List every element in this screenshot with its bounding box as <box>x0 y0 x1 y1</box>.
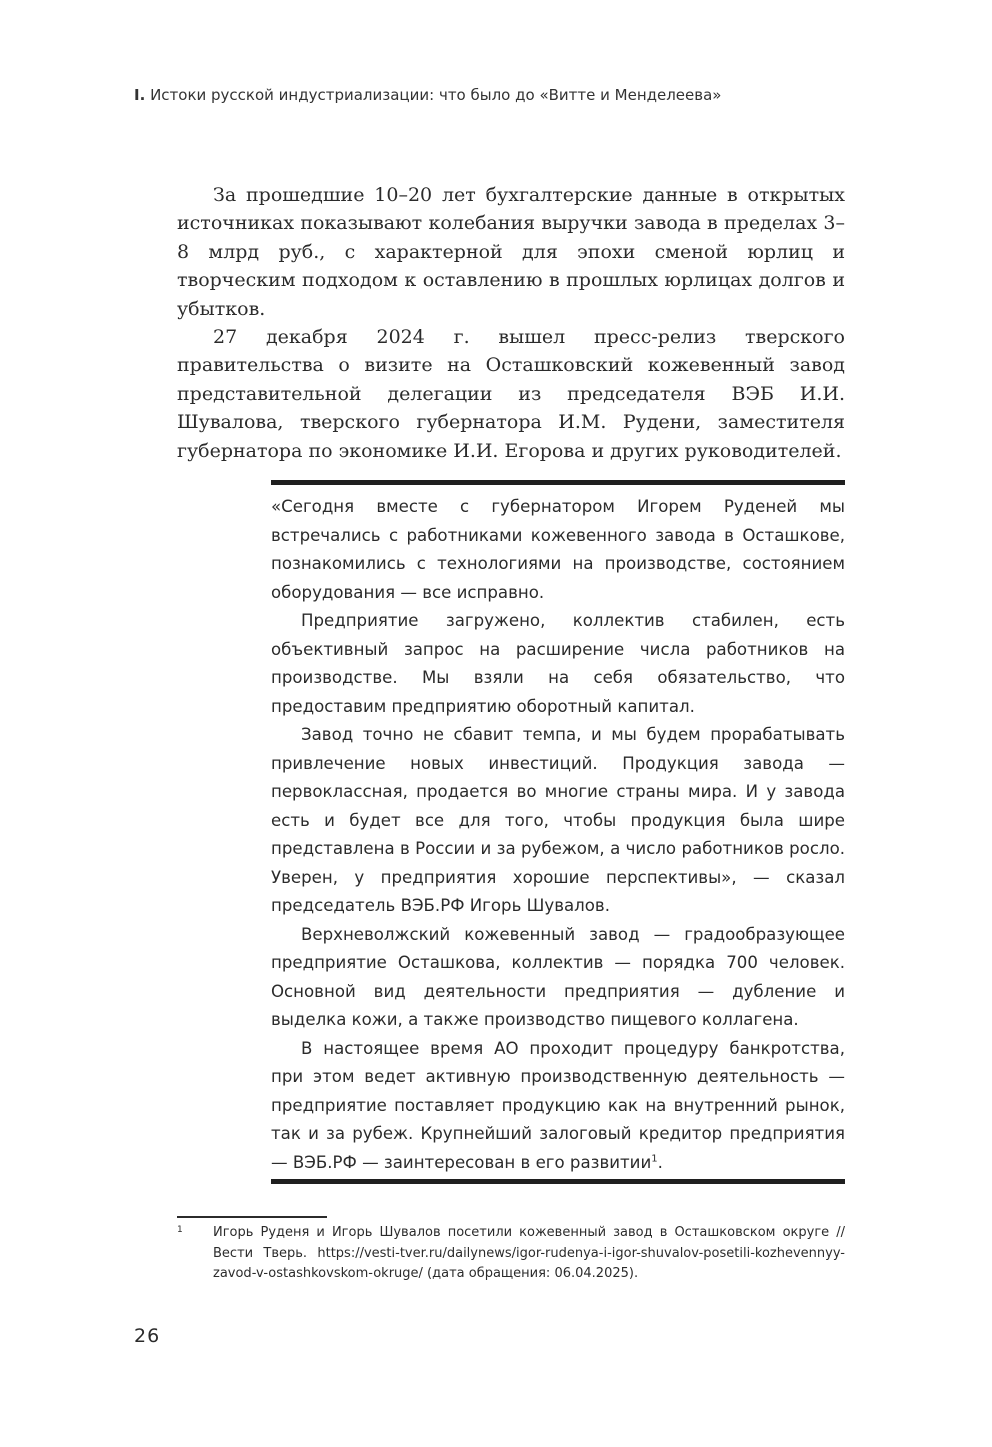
running-head <box>134 86 854 104</box>
quote-bottom-rule <box>271 1179 845 1184</box>
chapter-number: I. <box>134 86 146 104</box>
quote-paragraph: Завод точно не сбавит темпа, и мы будем прорабатывать привлечение новых инвестиций. Продукция завода — первоклассная, продается во многие страны мира. И у завода есть и будет все для того, чтобы продукция была шире представлена в России и за рубежом, а число работников росло. Уверен, у предприятия хорошие перспективы», — сказал председатель ВЭБ.РФ Игорь Шувалов. <box>271 725 845 915</box>
quote-paragraph: «Сегодня вместе с губернатором Игорем Руденей мы встречались с работниками кожевенного завода в Осташкове, познакомились с технологиями на производстве, состоянием оборудования — все исправно. <box>271 497 845 602</box>
chapter-title: Истоки русской индустриализации: что было до «Витте и Менделеева» <box>150 86 722 104</box>
footnote <box>177 1223 845 1285</box>
quote-top-rule <box>271 480 845 485</box>
body-text <box>177 181 845 465</box>
quote-paragraph-text: В настоящее время АО проходит процедуру банкротства, при этом ведет активную производственную деятельность — предприятие поставляет продукцию как на внутренний рынок, так и за рубеж. Крупнейший залоговый кредитор предприятия — ВЭБ.РФ — заинтересован в его развитии <box>271 1038 845 1172</box>
body-paragraph: 27 декабря 2024 г. вышел пресс-релиз тверского правительства о визите на Осташковский кожевенный завод представительной делегации из председателя ВЭБ И.И. Шувалова, тверского губернатора И.М. Рудени, заместителя губернатора по экономике И.И. Егорова и других руководителей. <box>177 326 845 462</box>
block-quote <box>271 493 845 1177</box>
footnote-number: 1 <box>177 1225 183 1235</box>
quote-paragraph: Предприятие загружено, коллектив стабилен, есть объективный запрос на расширение числа работников на производстве. Мы взяли на себя обязательство, что предоставим предприятию оборотный капитал. <box>271 611 845 716</box>
quote-paragraph: Верхневолжский кожевенный завод — градообразующее предприятие Осташкова, коллектив — порядка 700 человек. Основной вид деятельности предприятия — дубление и выделка кожи, а также производство пищевого коллагена. <box>271 924 845 1029</box>
quote-paragraph: В настоящее время АО проходит процедуру банкротства, при этом ведет активную производственную деятельность — предприятие поставляет продукцию как на внутренний рынок, так и за рубеж. Крупнейший залоговый кредитор предприятия — ВЭБ.РФ — заинтересован в его развитии$^1$. <box>271 1038 845 1172</box>
page-number: 26 <box>134 1325 161 1347</box>
footnote-separator <box>177 1216 327 1218</box>
body-paragraph: За прошедшие 10–20 лет бухгалтерские данные в открытых источниках показывают колебания выручки завода в пределах 3–8 млрд руб., с характерной для эпохи сменой юрлиц и творческим подходом к оставлению в прошлых юрлицах долгов и убытков. <box>177 184 845 320</box>
footnote-reference[interactable]: 1 <box>651 1152 658 1164</box>
footnote-text: Игорь Руденя и Игорь Шувалов посетили кожевенный завод в Осташковском округе // Вести Тверь. https://vesti-tver.ru/dailynews/igor-rudenya-i-igor-shuvalov-posetili-kozhevennyy-zavod-v-ostashkovskom-okruge/ (дата обращения: 06.04.2025). <box>213 1225 845 1281</box>
